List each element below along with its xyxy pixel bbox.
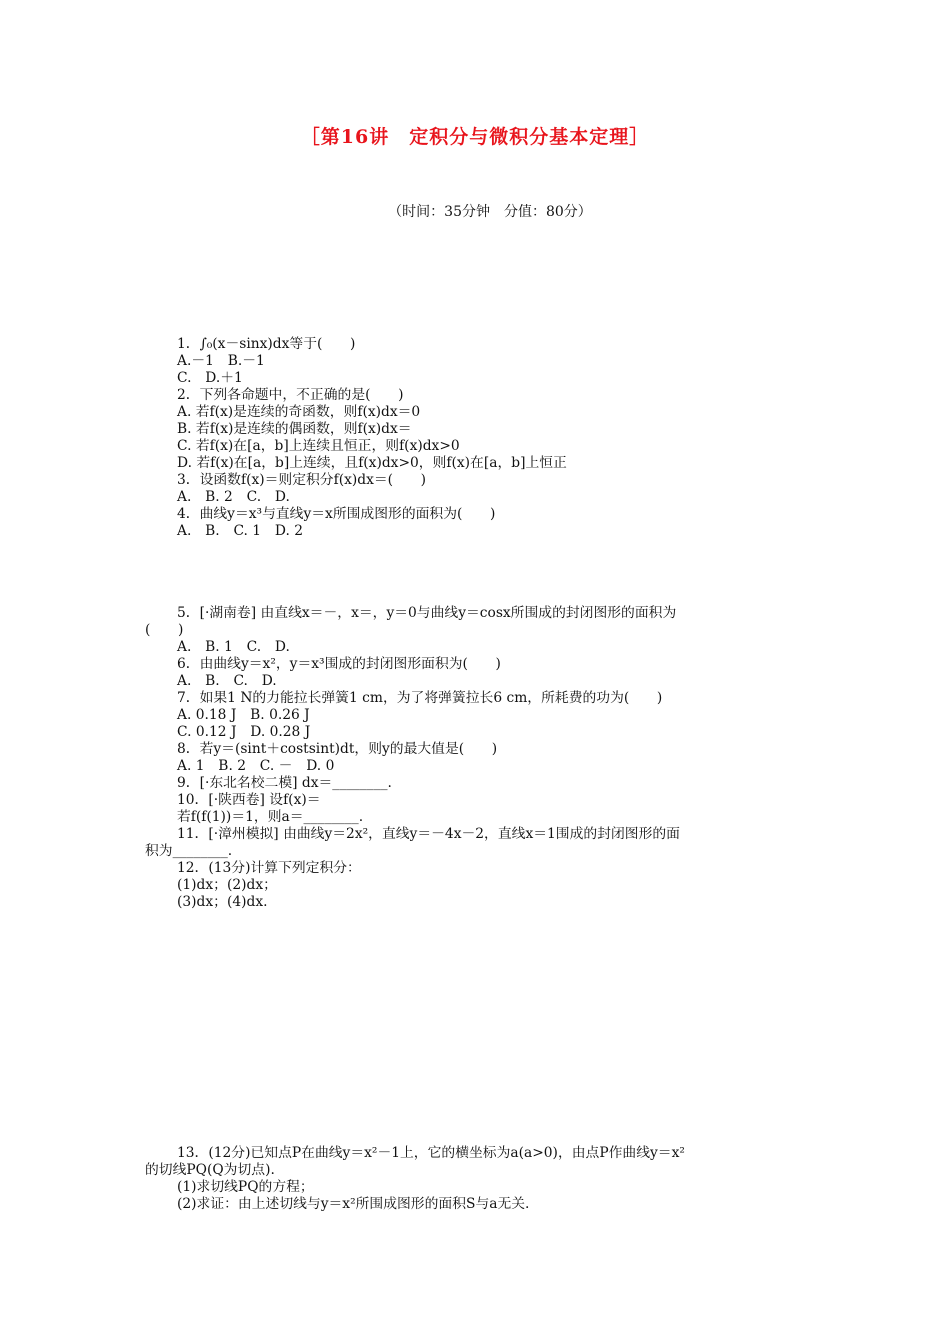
question-2-option-b: B. 若f(x)是连续的偶函数，则f(x)dx＝	[177, 421, 412, 437]
question-2-stem: 2．下列各命题中，不正确的是( )	[177, 387, 404, 403]
question-3-options: A. B. 2 C. D.	[177, 489, 290, 505]
question-2-option-c: C. 若f(x)在[a，b]上连续且恒正，则f(x)dx>0	[177, 438, 460, 454]
question-11-stem-cont: 积为________.	[145, 843, 233, 859]
question-3-stem: 3．设函数f(x)＝则定积分f(x)dx＝( )	[177, 472, 427, 488]
question-12-stem: 12．(13分)计算下列定积分：	[177, 860, 361, 876]
question-13-stem-cont: 的切线PQ(Q为切点).	[145, 1162, 275, 1178]
question-1-stem: 1．∫₀(x－sinx)dx等于( )	[177, 336, 356, 352]
question-13-part-2: (2)求证：由上述切线与y＝x²所围成图形的面积S与a无关.	[177, 1196, 530, 1212]
question-2-option-a: A. 若f(x)是连续的奇函数，则f(x)dx＝0	[177, 404, 421, 420]
question-9-stem: 9．[·东北名校二模] dx＝________.	[177, 775, 392, 791]
page-title: ［第16讲 定积分与微积分基本定理］	[300, 126, 650, 148]
question-5-stem-cont: ( )	[145, 622, 184, 638]
question-8-options: A. 1 B. 2 C. － D. 0	[177, 758, 335, 774]
question-12-parts-1-2: (1)dx；(2)dx；	[177, 877, 277, 893]
question-1-options-ab: A.－1 B.－1	[177, 353, 265, 369]
question-10-condition: 若f(f(1))＝1，则a＝________.	[177, 809, 364, 825]
question-6-stem: 6．由曲线y＝x²，y＝x³围成的封闭图形面积为( )	[177, 656, 501, 672]
question-2-option-d: D. 若f(x)在[a，b]上连续，且f(x)dx>0，则f(x)在[a，b]上恒正	[177, 455, 567, 471]
question-5-stem: 5．[·湖南卷] 由直线x＝－，x＝，y＝0与曲线y＝cosx所围成的封闭图形的面积为	[177, 605, 677, 621]
question-7-options-ab: A. 0.18 J B. 0.26 J	[177, 707, 310, 723]
question-4-stem: 4．曲线y＝x³与直线y＝x所围成图形的面积为( )	[177, 506, 496, 522]
question-8-stem: 8．若y＝(sint＋costsint)dt，则y的最大值是( )	[177, 741, 498, 757]
question-4-options: A. B. C. 1 D. 2	[177, 523, 303, 539]
question-11-stem: 11．[·漳州模拟] 由曲线y＝2x²，直线y＝－4x－2，直线x＝1围成的封闭图形的面	[177, 826, 680, 842]
question-13-stem: 13．(12分)已知点P在曲线y＝x²－1上，它的横坐标为a(a>0)，由点P作曲线y＝x²	[177, 1145, 685, 1161]
question-5-options: A. B. 1 C. D.	[177, 639, 290, 655]
question-12-parts-3-4: (3)dx；(4)dx.	[177, 894, 268, 910]
question-1-options-cd: C. D.＋1	[177, 370, 243, 386]
question-7-options-cd: C. 0.12 J D. 0.28 J	[177, 724, 311, 740]
time-score-info: （时间：35分钟 分值：80分）	[388, 204, 592, 220]
question-6-options: A. B. C. D.	[177, 673, 277, 689]
question-13-part-1: (1)求切线PQ的方程；	[177, 1179, 314, 1195]
question-10-stem: 10．[·陕西卷] 设f(x)＝	[177, 792, 321, 808]
question-7-stem: 7．如果1 N的力能拉长弹簧1 cm，为了将弹簧拉长6 cm，所耗费的功为( )	[177, 690, 663, 706]
